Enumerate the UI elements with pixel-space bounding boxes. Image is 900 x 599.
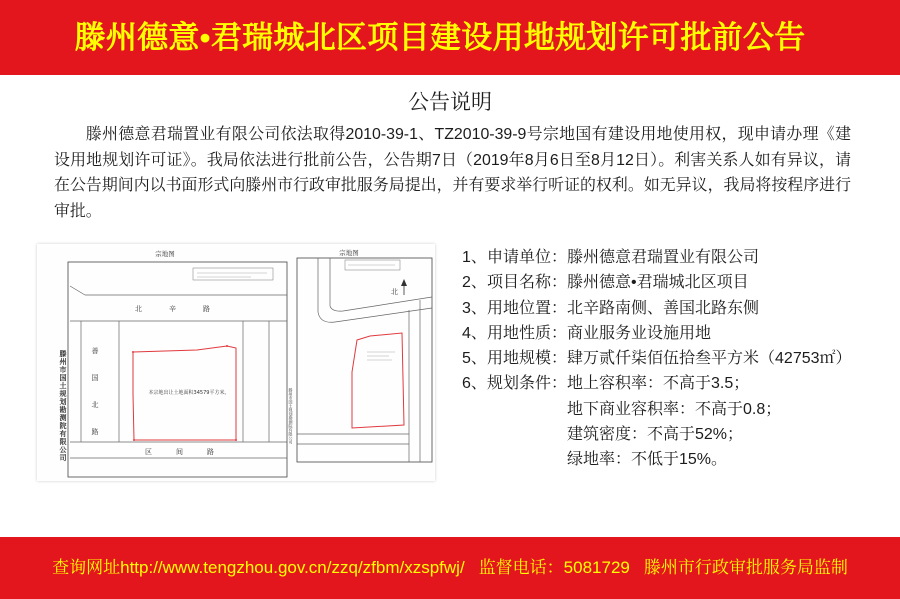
detail-value: 商业服务业设施用地 xyxy=(567,324,712,342)
planning-condition-text: 绿地率：不低于15%。 xyxy=(567,451,728,469)
notice-heading: 公告说明 xyxy=(408,91,492,114)
detail-row-project-name xyxy=(462,270,852,295)
detail-number: 4、 xyxy=(462,324,487,342)
detail-number: 5、 xyxy=(462,350,487,368)
supervision-phone: 监督电话：5081729 xyxy=(478,558,630,577)
parcel-vertex xyxy=(226,345,228,347)
planning-condition-line xyxy=(462,447,852,472)
detail-number: 3、 xyxy=(462,299,487,317)
detail-value: 地上容积率：不高于3.5； xyxy=(567,375,750,393)
detail-value: 肆万贰仟柒佰伍拾叁平方米（42753㎡） xyxy=(567,350,852,368)
footer-banner xyxy=(0,537,900,599)
detail-label: 规划条件： xyxy=(487,375,568,393)
left-plan-frame xyxy=(68,262,287,477)
query-url-text: 查询网址http://www.tengzhou.gov.cn/zzq/zfbm/xzspfwj/ xyxy=(52,558,465,577)
detail-value: 北辛路南侧、善国北路东侧 xyxy=(567,299,760,317)
north-arrow-head-icon xyxy=(401,279,407,286)
right-plan-frame xyxy=(297,258,432,462)
project-details xyxy=(462,245,852,473)
site-plan-left xyxy=(59,249,288,477)
detail-row-land-use xyxy=(462,321,852,346)
detail-row-location xyxy=(462,296,852,321)
parcel-area-note: 本宗地出让土地面积34579平方米。 xyxy=(148,390,230,396)
detail-label: 项目名称： xyxy=(487,274,568,292)
detail-row-planning-conditions xyxy=(462,371,852,396)
detail-number: 2、 xyxy=(462,274,487,292)
notice-body: 滕州德意君瑞置业有限公司依法取得2010-39-1、TZ2010-39-9号宗地国有建设用地使用权，现申请办理《建设用地规划许可证》。我局依法进行批前公告，公告期7日（2019年8月6日至8月12日）。利害关系人如有异议，请在公告期间内以书面形式向滕州市行政审批服务局提出，并有要求举行听证的权利。如无异议，我局将按程序进行审批。 xyxy=(54,126,851,220)
site-plan-right xyxy=(289,248,433,462)
left-plan-surveyor: 滕州市国土规划勘测院有限公司 xyxy=(59,350,67,462)
detail-label: 用地性质： xyxy=(487,324,568,342)
site-plan-panel xyxy=(37,244,435,481)
footer-line xyxy=(0,537,900,599)
title-banner xyxy=(0,0,900,75)
planning-condition-text: 地下商业容积率：不高于0.8； xyxy=(567,400,782,418)
detail-value: 滕州德意•君瑞城北区项目 xyxy=(567,274,749,292)
right-plan-title: 宗地图 xyxy=(339,249,359,257)
detail-row-land-area xyxy=(462,346,852,371)
north-road-label: 北辛路 xyxy=(135,305,237,313)
planning-condition-line xyxy=(462,422,852,447)
north-label: 北 xyxy=(391,288,398,296)
site-plan-drawings xyxy=(37,244,435,481)
parcel-vertex xyxy=(132,351,134,353)
right-parcel-boundary xyxy=(352,333,404,428)
curved-road-edge xyxy=(330,258,432,311)
detail-value: 滕州德意君瑞置业有限公司 xyxy=(567,249,760,266)
north-road-edge xyxy=(70,286,85,295)
parcel-vertex xyxy=(235,439,237,441)
detail-label: 用地规模： xyxy=(487,350,568,368)
south-road-label: 区间路 xyxy=(145,448,238,456)
planning-condition-text: 建筑密度：不高于52%； xyxy=(567,426,744,444)
left-plan-title: 宗地图 xyxy=(155,250,175,258)
right-plan-surveyor: 滕州市国土规划勘测院有限公司 xyxy=(288,388,294,444)
detail-number: 6、 xyxy=(462,375,487,393)
west-road-label: 善国北路 xyxy=(91,347,99,455)
notice-title: 滕州德意•君瑞城北区项目建设用地规划许可批前公告 xyxy=(74,20,806,55)
parcel-vertex xyxy=(133,439,135,441)
supervising-agency: 滕州市行政审批服务局监制 xyxy=(643,558,848,577)
detail-row-applicant xyxy=(462,245,852,270)
detail-label: 申请单位： xyxy=(487,249,568,266)
detail-label: 用地位置： xyxy=(487,299,568,317)
detail-number: 1、 xyxy=(462,249,487,266)
curved-road-edge xyxy=(318,258,432,322)
left-plan-title-block xyxy=(193,268,273,280)
planning-condition-line xyxy=(462,397,852,422)
